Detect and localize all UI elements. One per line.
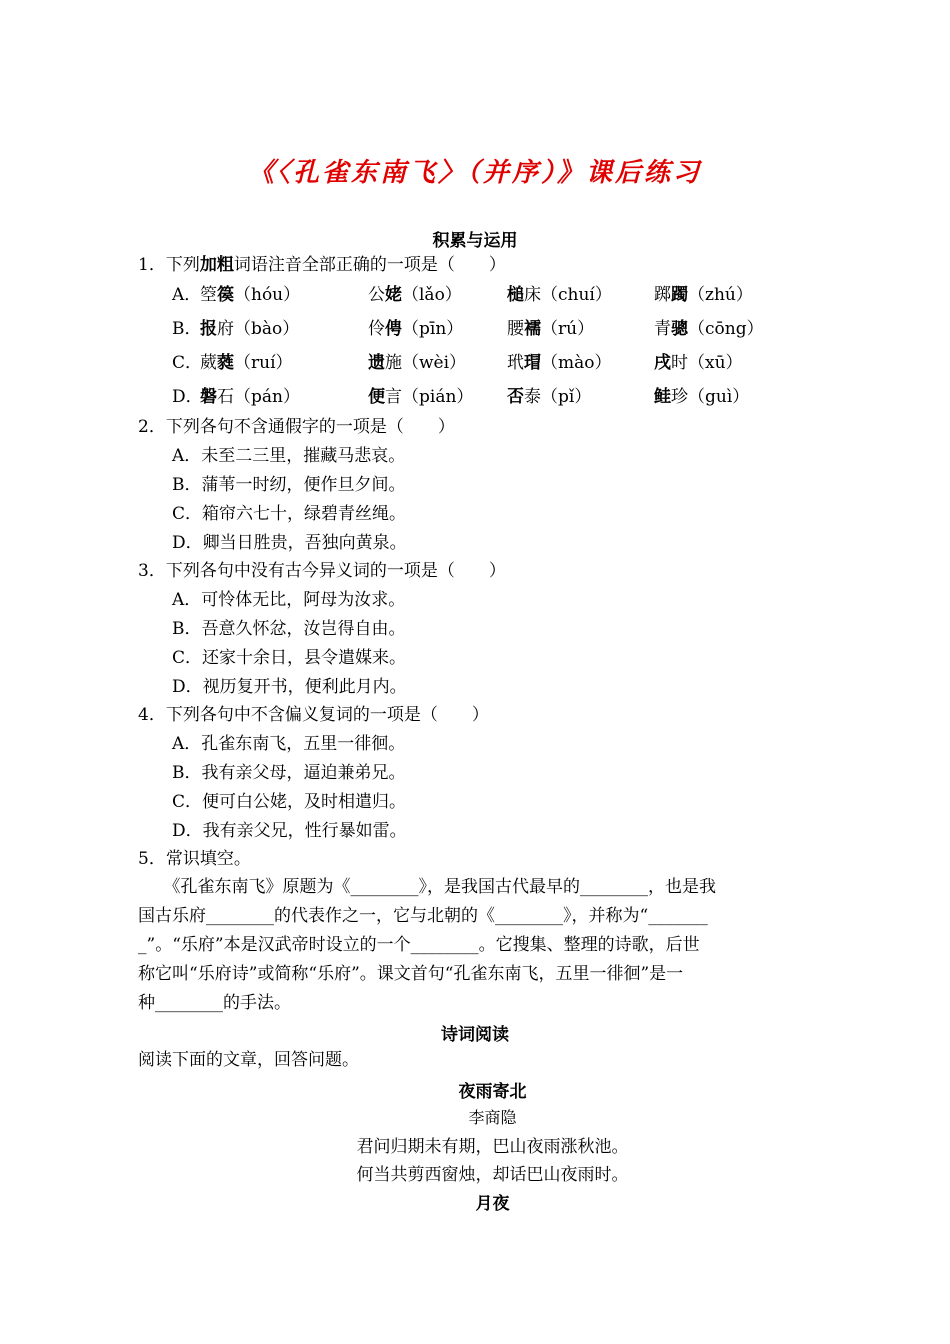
word-pinyin: （lǎo） [402, 285, 462, 305]
option-word [368, 318, 463, 340]
word-pinyin: （rú） [541, 319, 595, 339]
question-3-option-b: B．吾意久怀忿，汝岂得自由。 [172, 619, 406, 639]
poem-2-title: 月夜 [475, 1194, 510, 1214]
word-bold: 骢 [671, 319, 688, 339]
option-word [507, 386, 591, 408]
word-pinyin: 石（pán） [217, 387, 300, 407]
word-pinyin: 珍（guì） [671, 387, 750, 407]
word-pinyin: （pīn） [402, 319, 464, 339]
word-bold: 俜 [385, 319, 402, 339]
word-pinyin: （ruí） [234, 353, 293, 373]
option-word [200, 284, 300, 306]
option-word [368, 386, 473, 408]
option-label: B． [172, 319, 202, 339]
word-plain: 踯 [654, 285, 671, 305]
option-word [200, 352, 293, 374]
word-pinyin: （mào） [541, 353, 612, 373]
option-label: D． [172, 387, 203, 407]
poem-1-author: 李商隐 [468, 1108, 517, 1127]
option-word [654, 386, 749, 408]
question-5-stem: 5．常识填空。 [138, 849, 251, 869]
option-word [654, 352, 743, 374]
option-label: A． [172, 285, 202, 305]
word-pinyin: （cōng） [688, 319, 764, 339]
word-bold: 报 [200, 319, 217, 339]
option-word [200, 318, 299, 340]
question-3-stem: 3．下列各句中没有古今异义词的一项是（ ） [138, 561, 506, 581]
word-pinyin: 泰（pǐ） [524, 387, 592, 407]
word-plain: 葳 [200, 353, 217, 373]
question-5-text-line: 称它叫“乐府诗”或简称“乐府”。课文首句“孔雀东南飞，五里一徘徊”是一 [138, 964, 684, 984]
section-heading-accumulation: 积累与运用 [432, 231, 518, 251]
word-bold: 鲑 [654, 387, 671, 407]
question-4-stem: 4．下列各句中不含偏义复词的一项是（ ） [138, 705, 489, 725]
option-word [200, 386, 300, 408]
word-plain: 公 [368, 285, 385, 305]
question-2-option-c: C．箱帘六七十，绿碧青丝绳。 [172, 504, 407, 524]
question-5-text-line: 国古乐府________的代表作之一，它与北朝的《________》，并称为“_______ [138, 906, 708, 926]
word-pinyin: 言（pián） [385, 387, 474, 407]
option-word [507, 318, 594, 340]
option-word [368, 352, 466, 374]
option-word [507, 284, 612, 306]
question-3-option-d: D．视历复开书，便利此月内。 [172, 677, 407, 697]
word-pinyin: （hóu） [234, 285, 301, 305]
question-2-option-a: A．未至二三里，摧藏马悲哀。 [172, 446, 406, 466]
word-plain: 青 [654, 319, 671, 339]
question-4-option-c: C．便可白公姥，及时相遣归。 [172, 792, 407, 812]
question-1-stem-prefix: 1．下列 [138, 255, 200, 275]
word-bold: 姥 [385, 285, 402, 305]
question-5-text-line: 《孔雀东南飞》原题为《________》，是我国古代最早的________，也是我 [138, 877, 716, 897]
word-bold: 躅 [671, 285, 688, 305]
question-2-option-b: B．蒲苇一时纫，便作旦夕间。 [172, 475, 406, 495]
poem-1-line: 何当共剪西窗烛，却话巴山夜雨时。 [356, 1165, 629, 1185]
option-label: C． [172, 353, 203, 373]
question-5-text-line: _”。“乐府”本是汉武帝时设立的一个________。它搜集、整理的诗歌，后世 [138, 935, 700, 955]
option-word [654, 284, 753, 306]
word-pinyin: 府（bào） [217, 319, 300, 339]
word-plain: 伶 [368, 319, 385, 339]
word-pinyin: （zhú） [688, 285, 753, 305]
question-2-stem: 2．下列各句不含通假字的一项是（ ） [138, 417, 455, 437]
document-title: 《〈孔雀东南飞〉（并序）》课后练习 [247, 158, 702, 188]
poem-1-title: 夜雨寄北 [458, 1082, 527, 1102]
word-bold: 否 [507, 387, 524, 407]
question-3-option-c: C．还家十余日，县令遣媒来。 [172, 648, 407, 668]
question-5-text-line: 种________的手法。 [138, 993, 291, 1013]
section-heading-poetry-reading: 诗词阅读 [441, 1025, 509, 1045]
word-pinyin: 施（wèi） [385, 353, 467, 373]
reading-instruction: 阅读下面的文章，回答问题。 [138, 1050, 359, 1070]
option-word [368, 284, 462, 306]
question-1-stem-bold: 加粗 [199, 255, 234, 275]
word-bold: 便 [368, 387, 385, 407]
word-bold: 槌 [507, 285, 524, 305]
word-bold: 瑁 [524, 353, 541, 373]
word-bold: 襦 [524, 319, 541, 339]
word-plain: 腰 [507, 319, 524, 339]
word-bold: 蕤 [217, 353, 234, 373]
word-bold: 遗 [368, 353, 385, 373]
poem-1-line: 君问归期未有期，巴山夜雨涨秋池。 [356, 1137, 629, 1157]
question-4-option-a: A．孔雀东南飞，五里一徘徊。 [172, 734, 406, 754]
word-bold: 戌 [654, 353, 671, 373]
question-4-option-d: D．我有亲父兄，性行暴如雷。 [172, 821, 407, 841]
word-pinyin: 时（xū） [671, 353, 743, 373]
question-1-stem-suffix: 词语注音全部正确的一项是（ ） [233, 255, 506, 275]
question-2-option-d: D．卿当日胜贵，吾独向黄泉。 [172, 533, 407, 553]
word-plain: 玳 [507, 353, 524, 373]
word-plain: 箜 [200, 285, 217, 305]
word-bold: 磐 [200, 387, 217, 407]
option-word [654, 318, 764, 340]
question-4-option-b: B．我有亲父母，逼迫兼弟兄。 [172, 763, 406, 783]
question-1-stem [138, 254, 506, 276]
option-word [507, 352, 612, 374]
word-bold: 篌 [217, 285, 234, 305]
word-pinyin: 床（chuí） [524, 285, 612, 305]
question-3-option-a: A．可怜体无比，阿母为汝求。 [172, 590, 406, 610]
